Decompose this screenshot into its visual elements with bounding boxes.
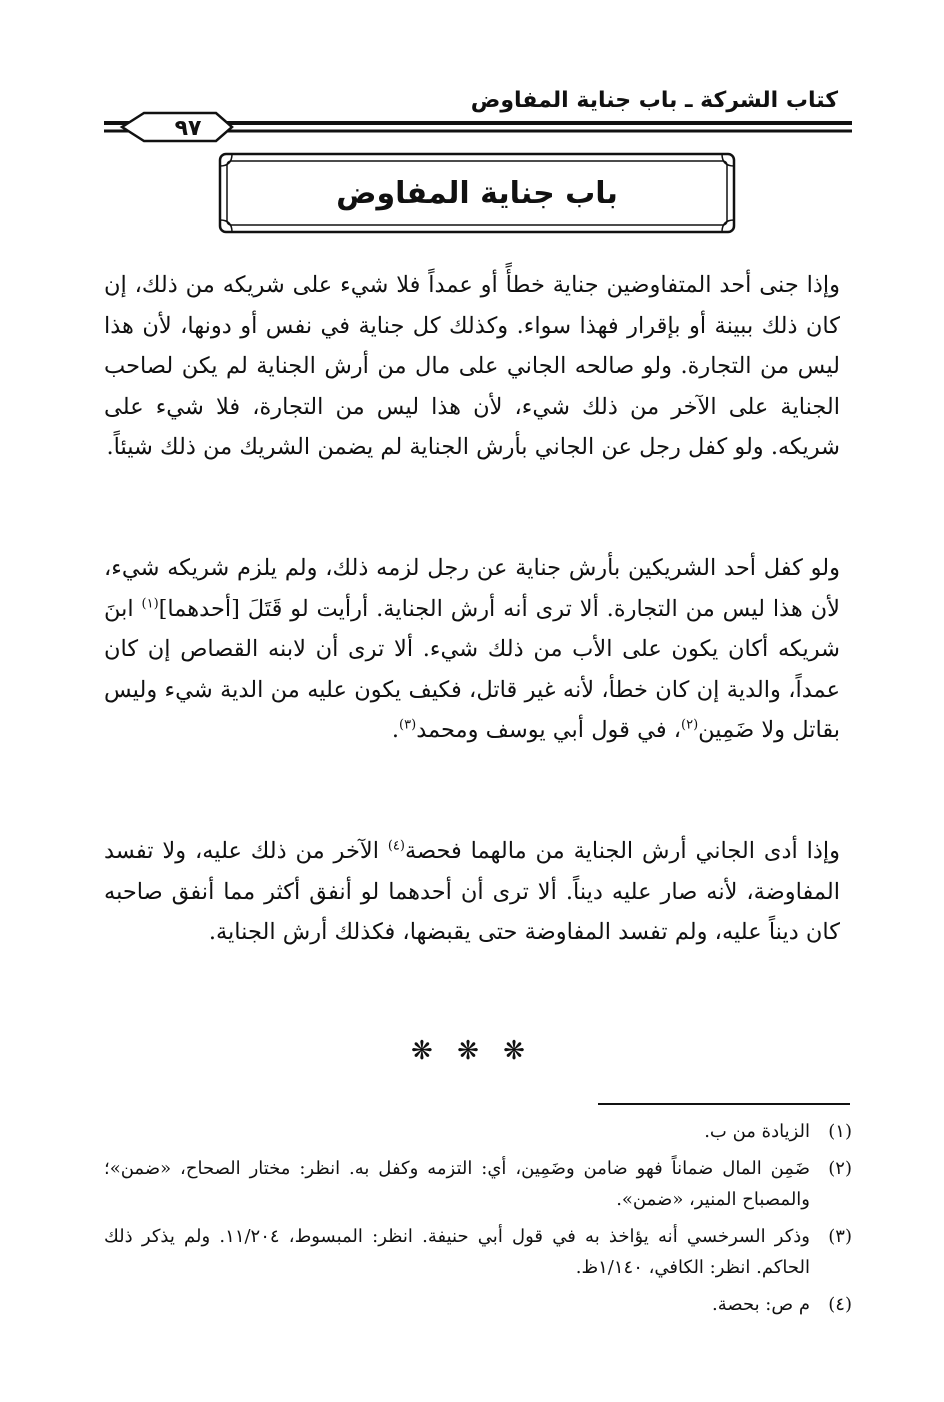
footnote-1 <box>104 1116 852 1147</box>
footnote-text: ضَمِن المال ضماناً فهو ضامن وضَمِين، أي: التزمه وكفل به. انظر: مختار الصحاح، «ضمن»؛ والمصباح المنير، «ضمن». <box>104 1158 810 1210</box>
footnotes <box>104 1116 852 1326</box>
text-segment: ولو كفل أحد الشريكين بأرش جناية عن رجل لزمه ذلك، ولم يلزم شريكه شيء، لأن هذا ليس من التجارة. ألا ترى أنه أرش الجناية. أرأيت لو قَتَلَ [أحدهما] <box>104 555 840 622</box>
paragraph-text: وإذا جنى أحد المتفاوضين جناية خطأً أو عمداً فلا شيء على شريكه من ذلك، إن كان ذلك ببينة أو بإقرار فهذا سواء. وكذلك كل جناية في نفس أو دونها، لأن هذا ليس من التجارة. ولو صالحه الجاني على مال من أرش الجناية لم يكن لصاحب الجناية على الآخر من ذلك شيء، لأن هذا ليس من التجارة، فلا شيء على شريكه. ولو كفل رجل عن الجاني بأرش الجناية لم يضمن الشريك من ذلك شيئاً. <box>104 272 840 461</box>
footnote-4 <box>104 1289 852 1320</box>
footnote-ref-2: (٢) <box>681 717 699 733</box>
paragraph-1 <box>104 265 840 468</box>
chapter-title: باب جناية المفاوض <box>336 175 618 211</box>
section-end-ornament: ❋ ❋ ❋ <box>411 1036 533 1066</box>
running-header-title: كتاب الشركة ـ باب جناية المفاوض <box>470 88 838 113</box>
footnote-text: م ص: بحصة. <box>711 1294 810 1315</box>
footnote-separator <box>598 1103 850 1105</box>
footnote-number: (١) <box>828 1121 852 1142</box>
footnote-ref-1: (١) <box>141 596 159 612</box>
text-segment: ، في قول أبي يوسف ومحمد <box>416 717 682 744</box>
footnote-3 <box>104 1221 852 1283</box>
text-segment: . <box>391 717 400 744</box>
paragraph-text <box>104 548 840 751</box>
paragraph-text <box>104 831 840 953</box>
header-rule-with-page-number <box>104 110 852 144</box>
text-segment: ابنَ شريكه أكان يكون على الأب من ذلك شيء. ألا ترى أن لابنه القصاص إن كان عمداً، والدية إن كان خطأ، لأنه غير قاتل، فكيف يكون عليه من الدية شيء وليس بقاتل ولا ضَمِين <box>104 595 840 744</box>
footnote-number: (٢) <box>828 1158 852 1179</box>
text-segment: وإذا أدى الجاني أرش الجناية من مالهما فحصة <box>404 838 840 864</box>
paragraph-2 <box>104 548 840 751</box>
footnote-ref-3: (٣) <box>399 717 417 733</box>
page-number: ٩٧ <box>174 116 202 141</box>
footnote-text: الزيادة من ب. <box>704 1121 810 1142</box>
footnote-ref-4: (٤) <box>387 838 405 854</box>
footnote-text: وذكر السرخسي أنه يؤاخذ به في قول أبي حنيفة. انظر: المبسوط، ١١/٢٠٤. ولم يذكر ذلك الحاكم. انظر: الكافي، ١/١٤٠ظ. <box>104 1226 810 1278</box>
footnote-number: (٤) <box>828 1294 852 1315</box>
paragraph-3 <box>104 831 840 953</box>
footnote-number: (٣) <box>828 1226 852 1247</box>
text-segment: الآخر من ذلك عليه، ولا تفسد المفاوضة، لأنه صار عليه ديناً. ألا ترى أن أحدهما لو أنفق أكثر مما أنفق صاحبه كان ديناً عليه، ولم تفسد المفاوضة حتى يقبضها، فكذلك أرش الجناية. <box>104 838 840 946</box>
footnote-2 <box>104 1153 852 1215</box>
